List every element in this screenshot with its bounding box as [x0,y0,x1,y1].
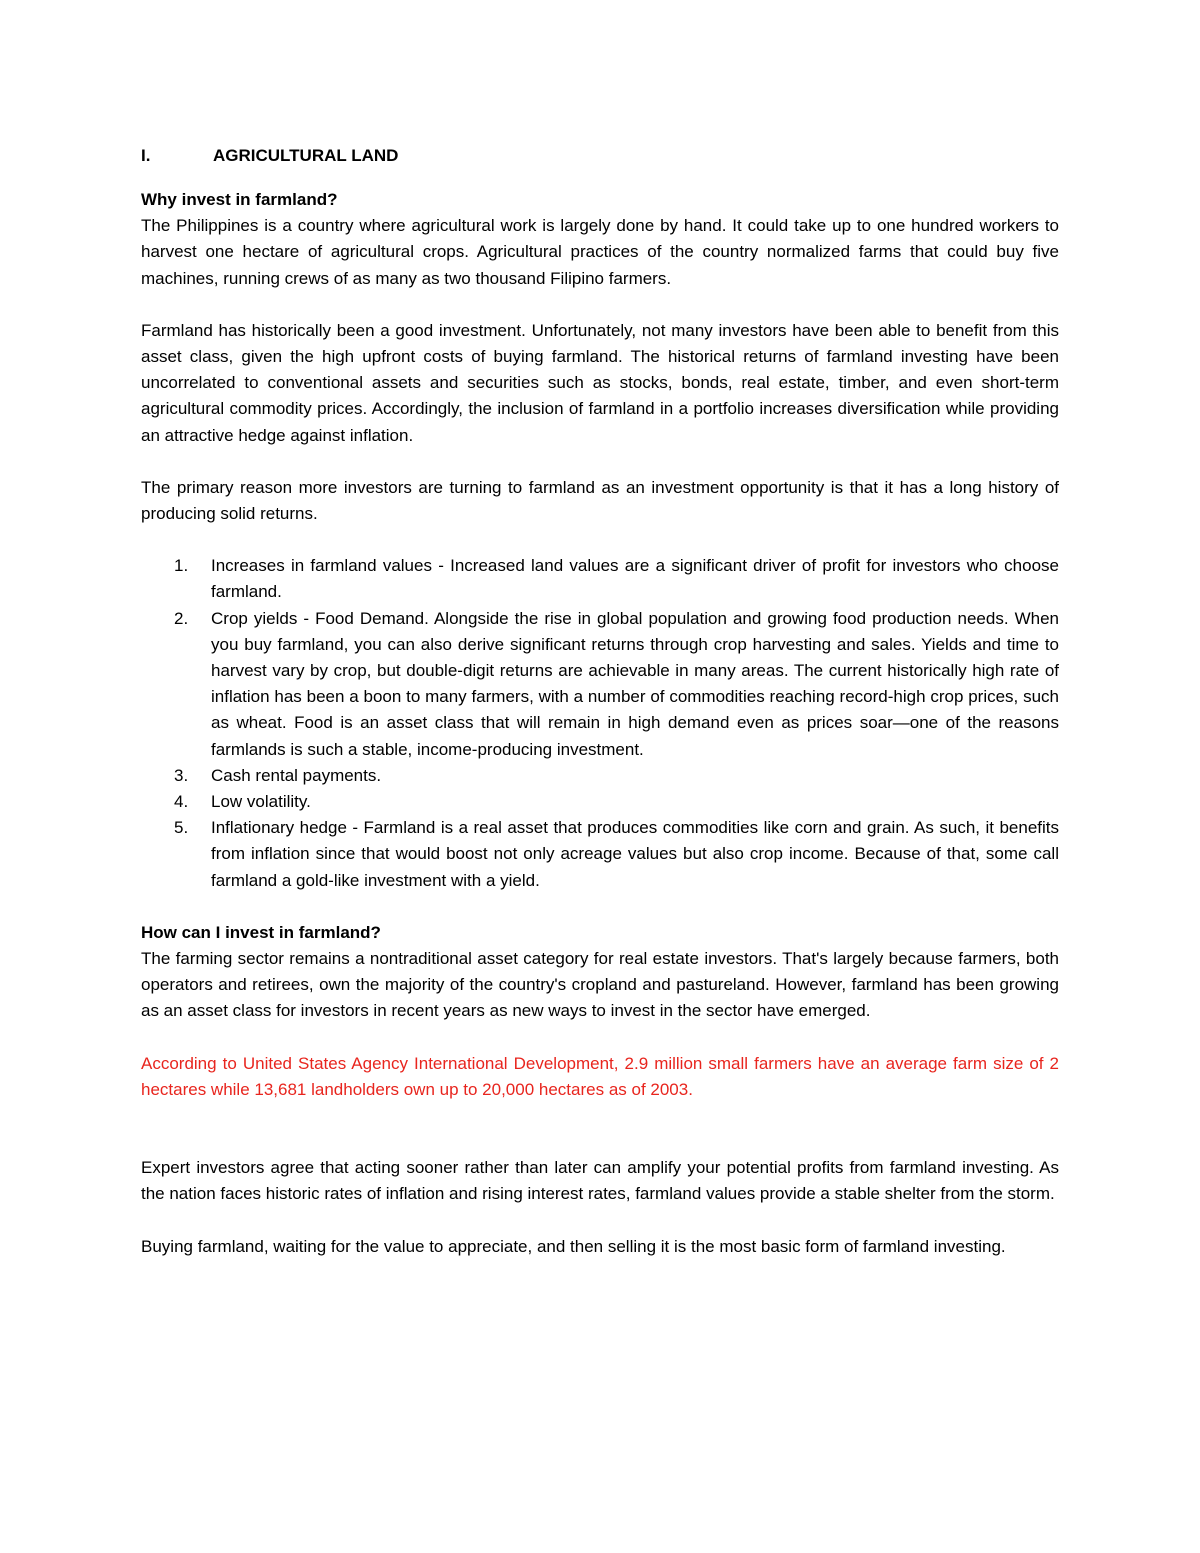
list-item [141,815,1059,894]
list-item-text: Low volatility. [211,792,311,812]
list-marker: 4. [174,792,189,812]
list-item-text: Increases in farmland values - Increased land values are a significant driver of profit for investors who choose farmland. [211,556,1059,602]
section-heading [141,142,1059,170]
section-title: AGRICULTURAL LAND [213,146,399,165]
list-item-text: Inflationary hedge - Farmland is a real asset that produces commodities like corn and grain. As such, it benefits from inflation since that would boost not only acreage values but also crop income. Because of that, some call farmland a gold-like investment with a yield. [211,818,1059,890]
how-paragraph-2: Expert investors agree that acting sooner rather than later can amplify your potential profits from farmland investing. As the nation faces historic rates of inflation and rising interest rates, farmland values provide a stable shelter from the storm. [141,1158,1059,1204]
spacer [141,292,1059,318]
spacer [141,170,1059,187]
spacer [141,527,1059,553]
list-item [141,763,1059,789]
spacer [141,1208,1059,1234]
list-item [141,606,1059,763]
section-number: I. [141,146,151,165]
list-item-text: Crop yields - Food Demand. Alongside the rise in global population and growing food production needs. When you buy farmland, you can also derive significant returns through crop harvesting and sales. Yields and time to harvest vary by crop, but double-digit returns are achievable in many areas. The current historically high rate of inflation has been a boon to many farmers, with a number of commodities reaching record-high crop prices, such as wheat. Food is an asset class that will remain in high demand even as prices soar—one of the reasons farmlands is such a stable, income-producing investment. [211,608,1059,759]
how-paragraph-1: The farming sector remains a nontraditional asset category for real estate investors. That's largely because farmers, both operators and retirees, own the majority of the country's cropland and pastureland. However, farmland has been growing as an asset class for investors in recent years as new ways to invest in the sector have emerged. [141,949,1059,1021]
list-item [141,789,1059,815]
reasons-list [141,553,1059,894]
why-invest-heading: Why invest in farmland? [141,190,338,209]
how-paragraph-3: Buying farmland, waiting for the value to appreciate, and then selling it is the most basic form of farmland investing. [141,1236,1006,1256]
list-item [141,553,1059,605]
spacer [141,449,1059,475]
why-paragraph-2: Farmland has historically been a good investment. Unfortunately, not many investors have been able to benefit from this asset class, given the high upfront costs of buying farmland. The historical returns of farmland investing have been uncorrelated to conventional assets and securities such as stocks, bonds, real estate, timber, and even short-term agricultural commodity prices. Accordingly, the inclusion of farmland in a portfolio increases diversification while providing an attractive hedge against inflation. [141,320,1059,445]
document-body [141,142,1059,1260]
statistic-highlight: According to United States Agency International Development, 2.9 million small farmers have an average farm size of 2 hectares while 13,681 landholders own up to 20,000 hectares as of 2003. [141,1053,1059,1099]
list-marker: 1. [174,556,189,576]
list-item-text: Cash rental payments. [211,765,382,785]
why-paragraph-1: The Philippines is a country where agricultural work is largely done by hand. It could take up to one hundred workers to harvest one hectare of agricultural crops. Agricultural practices of the country normalized farms that could buy five machines, running crews of as many as two thousand Filipino farmers. [141,216,1059,288]
list-marker: 3. [174,765,189,785]
spacer [141,1103,1059,1155]
spacer [141,1025,1059,1051]
how-invest-heading: How can I invest in farmland? [141,922,381,942]
list-marker: 2. [174,608,189,628]
list-marker: 5. [174,818,189,838]
spacer [141,894,1059,920]
why-paragraph-3: The primary reason more investors are turning to farmland as an investment opportunity is that it has a long history of producing solid returns. [141,477,1059,524]
